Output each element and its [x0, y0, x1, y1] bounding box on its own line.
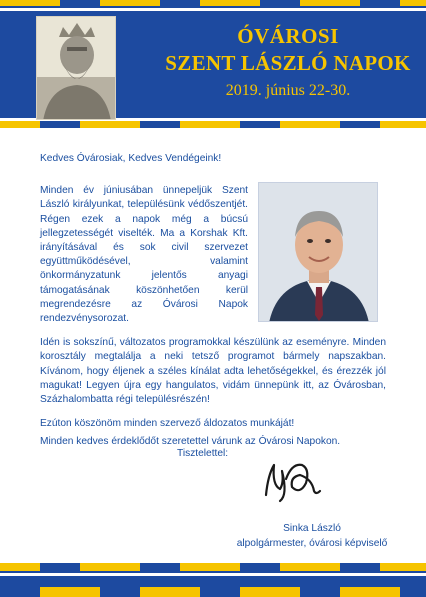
statue-image — [36, 16, 116, 120]
handwritten-signature — [262, 455, 324, 503]
title-line-2: SZENT LÁSZLÓ NAPOK — [165, 51, 411, 75]
footer-stripes — [0, 563, 426, 597]
greeting: Kedves Óvárosiak, Kedves Vendégeink! — [40, 153, 222, 164]
paragraph-4: Minden kedves érdeklődőt szeretettel várunk az Óvárosi Napokon. — [40, 436, 341, 448]
signer-name: Sinka László — [283, 523, 341, 534]
letter-body — [40, 152, 386, 450]
paragraph-3: Ezúton köszönöm minden szervező áldozatos munkáját! — [40, 418, 295, 430]
title-line-1: ÓVÁROSI — [237, 24, 339, 48]
event-date: 2019. június 22-30. — [225, 82, 351, 99]
header-banner — [0, 0, 426, 128]
closing-text: Tisztelettel: — [177, 448, 229, 459]
footer-banner — [0, 563, 426, 597]
signer-title: alpolgármester, óvárosi képviselő — [236, 538, 388, 549]
paragraph-1: Minden év júniusában ünnepeljük Szent László királyunkat, településünk védőszentjét. Régen ezek a napok még a búcsú jellegzetességét viselték. Ma a Korshak Kft. irányításával és sok civil szervezet együttműködésével, valamint önkormányzatunk jelentős anyagi támogatásának köszönhetően kerül megrendezésre az Óvárosi Napok rendezvénysorozat. — [40, 185, 248, 325]
paragraph-2: Idén is sokszínű, változatos programokkal készülünk az eseményre. Minden korosztály megtalálja a neki tetsző programot bármely napszakban. Kívánom, hogy éljenek a széles kínálat adta lehetőségekkel, és érezzék jól magukat! Legyen újra egy hangulatos, vidám ünnepünk itt, az Óvárosban, Százhalombatta régi településrészén! — [40, 337, 386, 406]
signer-block — [232, 521, 392, 551]
event-title — [150, 24, 426, 100]
